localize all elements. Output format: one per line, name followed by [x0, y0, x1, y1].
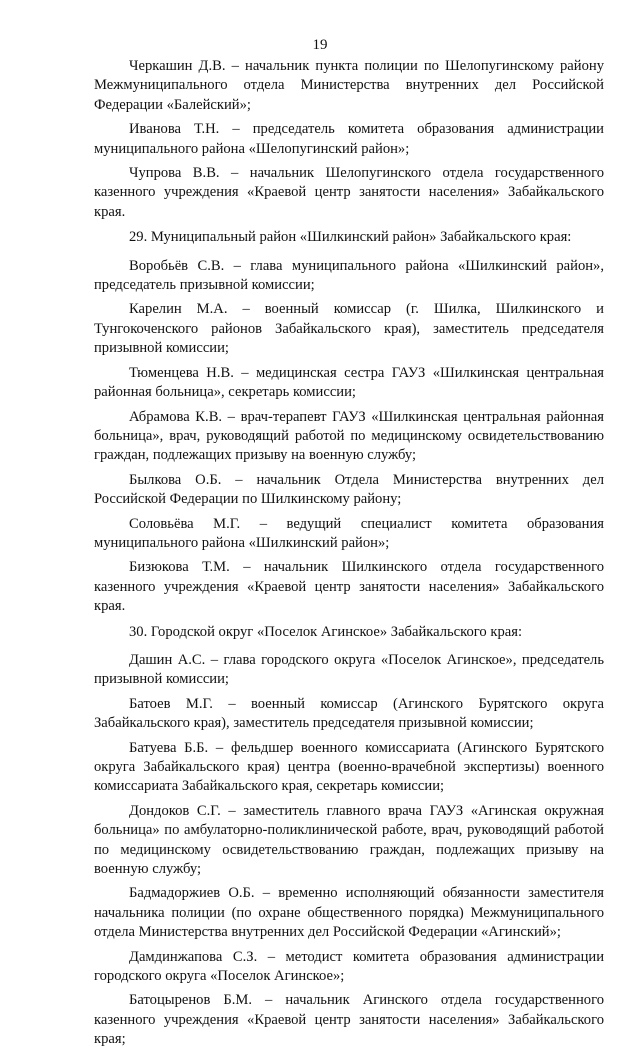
commission-member-paragraph: Бадмадоржиев О.Б. – временно исполняющий обязанности заместителя начальника полиции (по охране общественного порядка) Межмуниципального отдела Министерства внутренних дел Российской Федерации «Агинский»; [94, 885, 604, 941]
commission-member-paragraph: Воробьёв С.В. – глава муниципального района «Шилкинский район», председатель призывной комиссии; [94, 257, 604, 294]
commission-member-paragraph: Батоев М.Г. – военный комиссар (Агинского Бурятского округа Забайкальского края), заместитель председателя призывной комиссии; [94, 695, 604, 732]
commission-member-paragraph: Черкашин Д.В. – начальник пункта полиции по Шелопугинскому району Межмуниципального отдела Министерства внутренних дел Российской Федерации «Балейский»; [94, 58, 604, 113]
commission-member-paragraph: Абрамова К.В. – врач-терапевт ГАУЗ «Шилкинская центральная районная больница», врач, руководящий работой по медицинскому освидетельствованию граждан, подлежащих призыву на военную службу; [94, 408, 604, 464]
commission-member-paragraph: Батоцыренов Б.М. – начальник Агинского отдела государственного казенного учреждения «Краевой центр занятости населения» Забайкальского края; [94, 992, 604, 1048]
section-heading: 29. Муниципальный район «Шилкинский район» Забайкальского края: [129, 229, 572, 246]
document-body [94, 57, 604, 1055]
commission-member-paragraph: Иванова Т.Н. – председатель комитета образования администрации муниципального района «Шелопугинский район»; [94, 121, 604, 157]
commission-member-paragraph: Дашин А.С. – глава городского округа «Поселок Агинское», председатель призывной комиссии; [94, 651, 604, 688]
commission-member-paragraph: Былкова О.Б. – начальник Отдела Министерства внутренних дел Российской Федерации по Шилкинскому району; [94, 471, 604, 508]
commission-member-paragraph: Тюменцева Н.В. – медицинская сестра ГАУЗ «Шилкинская центральная районная больница», секретарь комиссии; [94, 364, 604, 401]
page-number: 19 [312, 37, 328, 53]
commission-member-paragraph: Дондоков С.Г. – заместитель главного врача ГАУЗ «Агинская окружная больница» по амбулаторно-поликлинической работе, врач, руководящий работой по медицинскому освидетельствованию граждан, подлежащих призыву на военную службу; [94, 802, 604, 878]
commission-member-paragraph: Соловьёва М.Г. – ведущий специалист комитета образования муниципального района «Шилкинский район»; [94, 515, 604, 551]
commission-member-paragraph: Чупрова В.В. – начальник Шелопугинского отдела государственного казенного учреждения «Краевой центр занятости населения» Забайкальского края. [94, 165, 604, 220]
commission-member-paragraph: Карелин М.А. – военный комиссар (г. Шилка, Шилкинского и Тунгокоченского районов Забайкальского края), заместитель председателя призывной комиссии; [94, 301, 604, 357]
section-heading: 30. Городской округ «Поселок Агинское» Забайкальского края: [129, 623, 522, 640]
commission-member-paragraph: Батуева Б.Б. – фельдшер военного комиссариата (Агинского Бурятского округа Забайкальского края) центра (военно-врачебной экспертизы) военного комиссариата Забайкальского края, секретарь комиссии; [94, 739, 604, 795]
commission-member-paragraph: Дамдинжапова С.З. – методист комитета образования администрации городского округа «Поселок Агинское»; [94, 948, 604, 985]
commission-member-paragraph: Бизюкова Т.М. – начальник Шилкинского отдела государственного казенного учреждения «Краевой центр занятости населения» Забайкальского края. [94, 559, 604, 615]
